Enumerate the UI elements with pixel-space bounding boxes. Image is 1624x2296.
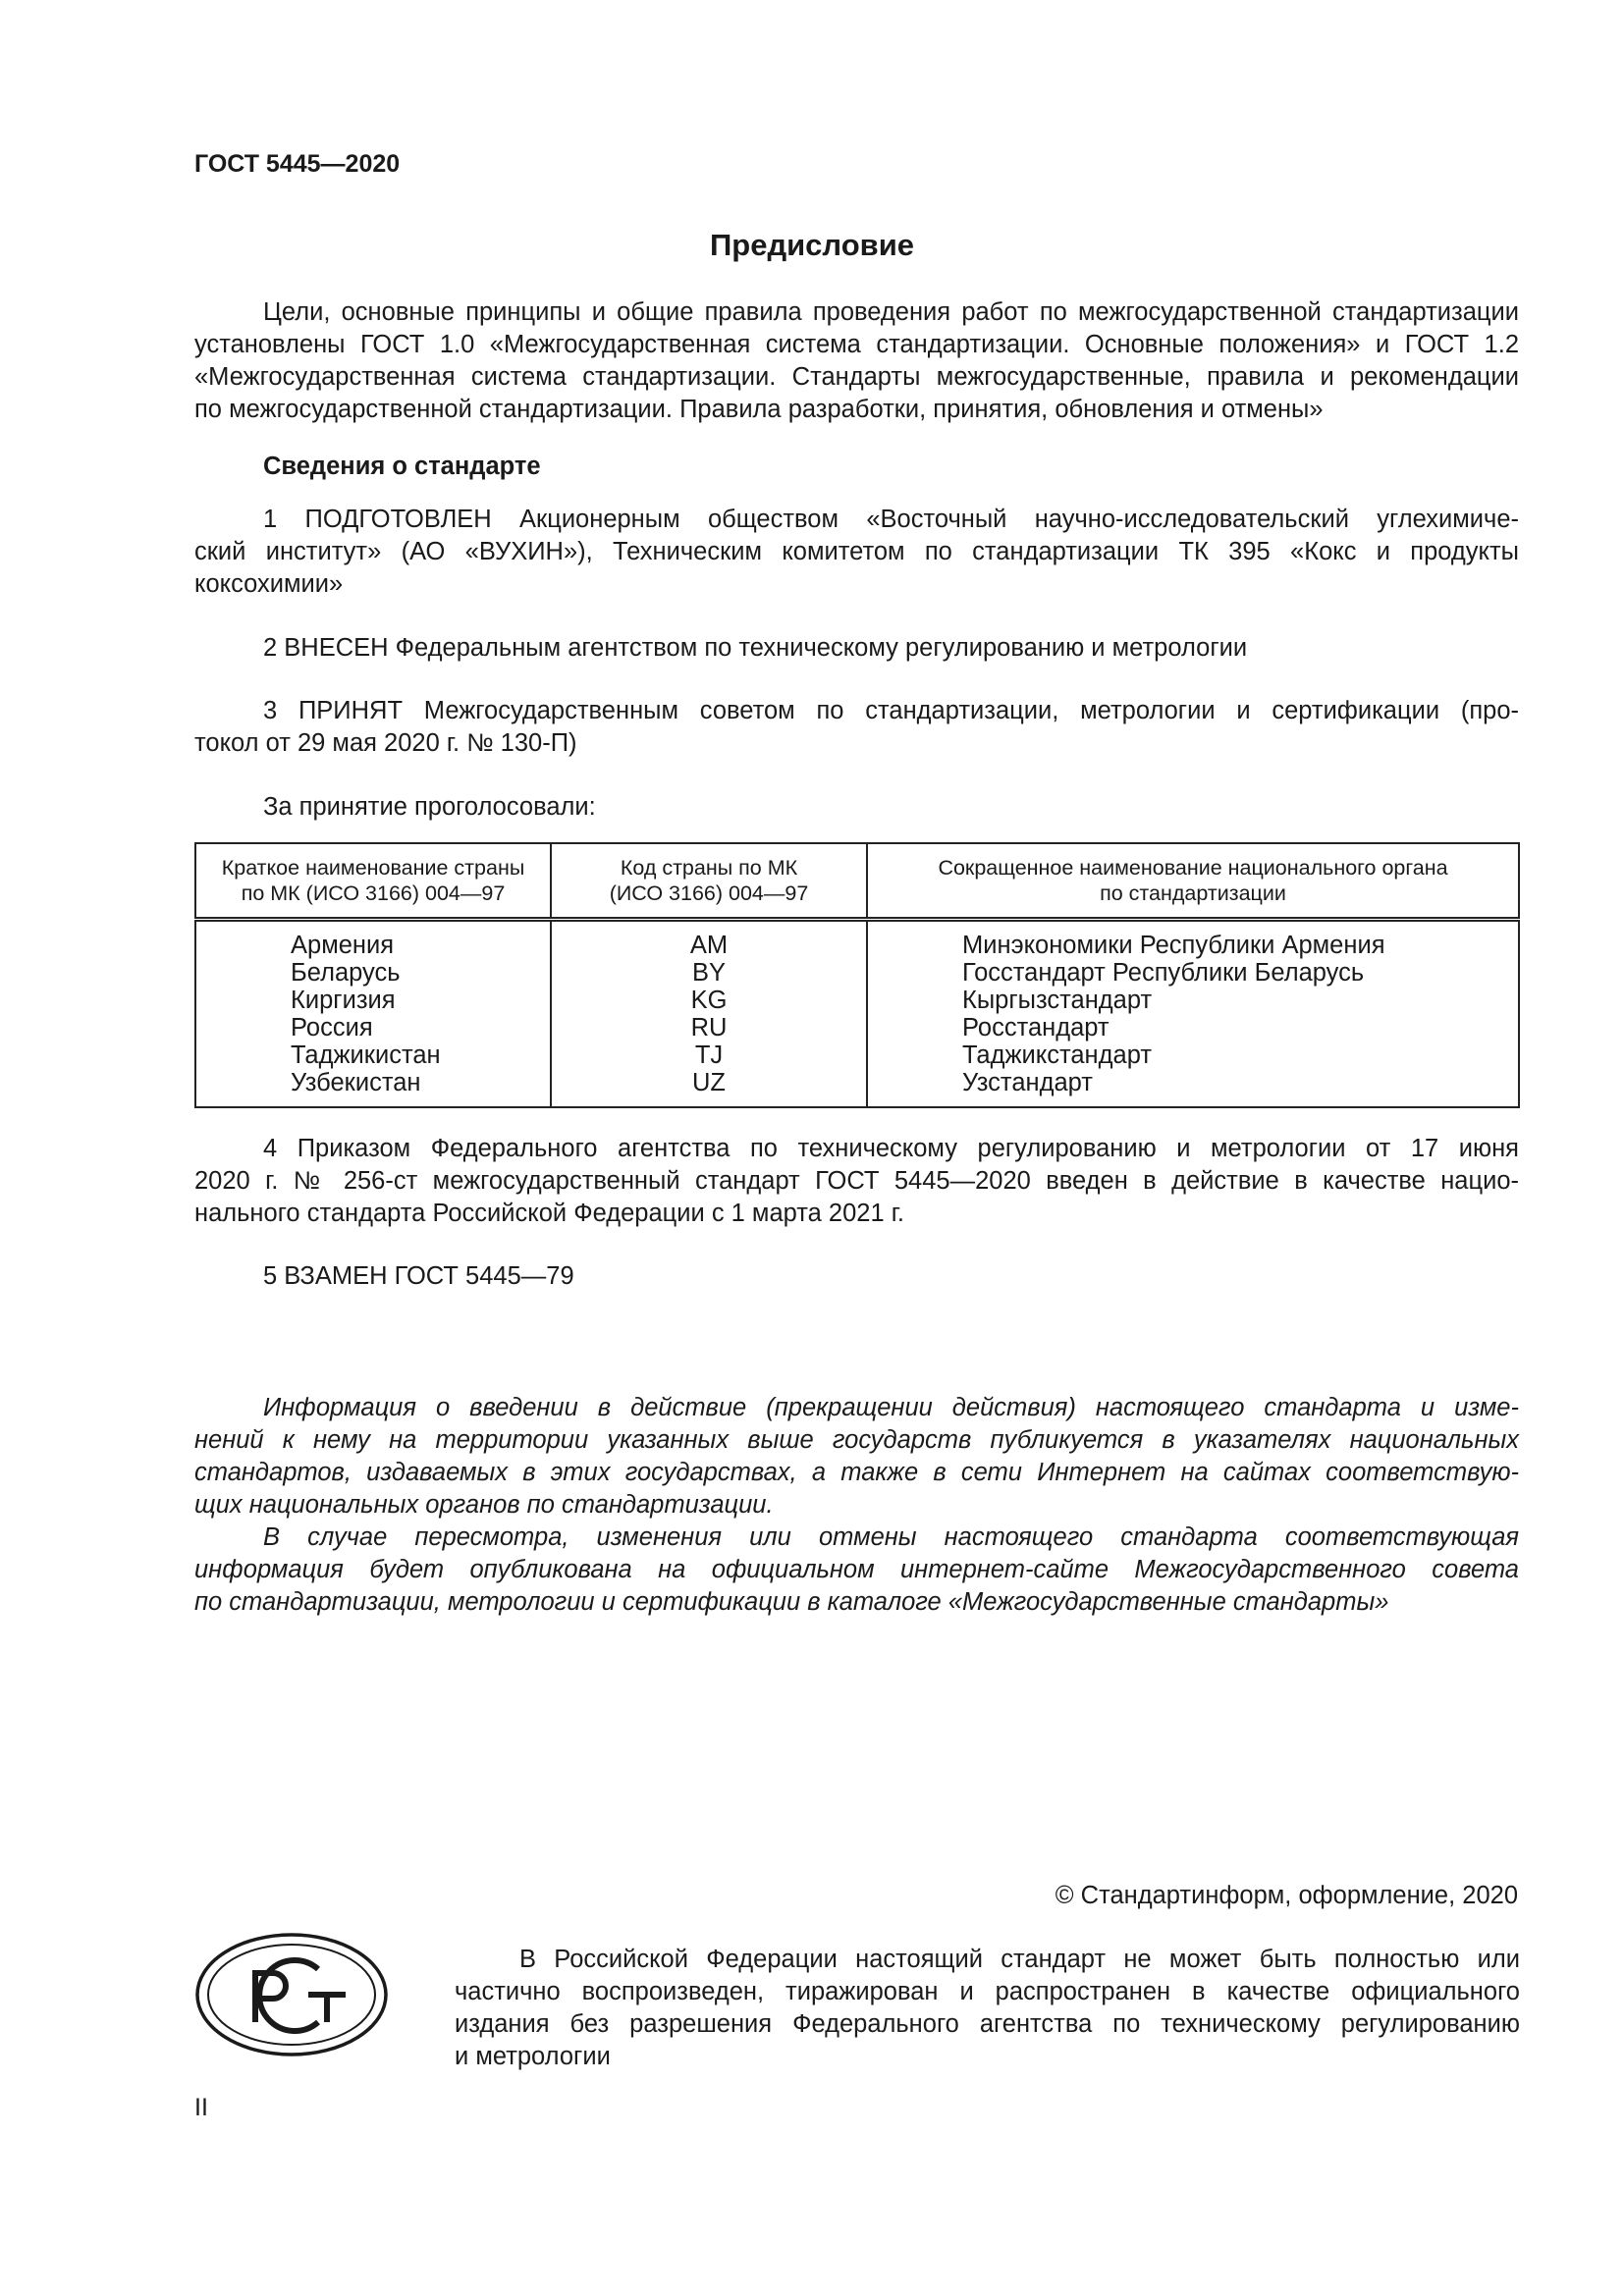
table-cell-country: Армения (291, 932, 395, 959)
item-3-line: токол от 29 мая 2020 г. № 130-П) (194, 729, 577, 757)
table-cell-country: Узбекистан (291, 1069, 421, 1096)
italic-info-block (194, 1392, 1519, 1619)
italic-line: нений к нему на территории указанных выше государств публикуется в указателях национальных (194, 1426, 1519, 1454)
item-4-line: 2020 г. № 256-ст межгосударственный стандарт ГОСТ 5445—2020 введен в действие в качестве нацио- (194, 1167, 1519, 1195)
rst-certification-mark-icon (194, 1932, 389, 2057)
info-heading: Сведения о стандарте (263, 453, 541, 480)
table-cell-code: KG (690, 987, 728, 1014)
italic-line: информация будет опубликована на официальном интернет-сайте Межгосударственного совета (194, 1556, 1519, 1583)
intro-line: «Межгосударственная система стандартизации. Стандарты межгосударственные, правила и рекомендации (194, 363, 1519, 391)
intro-line: установлены ГОСТ 1.0 «Межгосударственная система стандартизации. Основные положения» и ГОСТ 1.2 (194, 331, 1519, 358)
column-bodies (867, 920, 1519, 1108)
intro-line: по межгосударственной стандартизации. Правила разработки, принятия, обновления и отмены» (194, 396, 1324, 423)
item-4-line: нального стандарта Российской Федерации с 1 марта 2021 г. (194, 1200, 905, 1227)
table-cell-body: Кыргызстандарт (962, 987, 1153, 1014)
item-4-line: 4 Приказом Федерального агентства по техническому регулированию и метрологии от 17 июня (263, 1135, 1519, 1162)
notice-line: частично воспроизведен, тиражирован и распространен в качестве официального (455, 1978, 1520, 2005)
item-2-line: 2 ВНЕСЕН Федеральным агентством по техническому регулированию и метрологии (263, 634, 1248, 662)
notice-line: и метрологии (455, 2043, 611, 2070)
table-body (195, 920, 1519, 1108)
item-1-line: 1 ПОДГОТОВЛЕН Акционерным обществом «Восточный научно-исследовательский углехимиче- (263, 506, 1519, 533)
table-cell-country: Киргизия (291, 987, 396, 1014)
table-cell-country: Беларусь (291, 959, 401, 987)
vote-intro-text: За принятие проголосовали: (263, 793, 596, 821)
italic-line: Информация о введении в действие (прекращении действия) настоящего стандарта и изме- (263, 1394, 1519, 1421)
table-cell-country: Россия (291, 1014, 373, 1041)
vote-table (194, 842, 1520, 1108)
intro-line: Цели, основные принципы и общие правила проведения работ по межгосударственной стандартизации (263, 298, 1519, 326)
italic-line: стандартов, издаваемых в этих государствах, а также в сети Интернет на сайтах соответствую- (194, 1459, 1519, 1486)
italic-line: В случае пересмотра, изменения или отмены настоящего стандарта соответствующая (263, 1523, 1519, 1551)
column-codes (551, 920, 867, 1108)
notice-line: В Российской Федерации настоящий стандарт не может быть полностью или (519, 1946, 1520, 1973)
italic-line: по стандартизации, метрологии и сертификации в каталоге «Межгосударственные стандарты» (194, 1588, 1389, 1616)
header-national-body: Сокращенное наименование национального органа по стандартизации (867, 843, 1519, 920)
item-1-line: ский институт» (АО «ВУХИН»), Техническим комитетом по стандартизации ТК 395 «Кокс и продукты (194, 538, 1519, 565)
item-5-line: 5 ВЗАМЕН ГОСТ 5445—79 (263, 1262, 574, 1290)
header-country-code: Код страны по МК (ИСО 3166) 004—97 (551, 843, 867, 920)
header-country-name: Краткое наименование страны по МК (ИСО 3166) 004—97 (195, 843, 551, 920)
table-cell-code: UZ (692, 1069, 726, 1096)
table-cell-country: Таджикистан (291, 1041, 441, 1069)
table-cell-body: Росстандарт (962, 1014, 1110, 1041)
intro-paragraph (194, 296, 1519, 426)
page-number: II (194, 2094, 208, 2121)
page-title: Предисловие (709, 228, 914, 262)
table-cell-code: RU (690, 1014, 728, 1041)
table-cell-body: Госстандарт Республики Беларусь (962, 959, 1365, 987)
table-cell-body: Минэкономики Республики Армения (962, 932, 1385, 959)
table-cell-code: TJ (694, 1041, 724, 1069)
item-5-paragraph (194, 1260, 1519, 1293)
vote-intro (194, 791, 1519, 824)
document-header-id: ГОСТ 5445—2020 (194, 150, 401, 178)
table-header-row (195, 843, 1519, 920)
item-2-paragraph (194, 632, 1519, 665)
item-1-paragraph (194, 504, 1519, 601)
table-cell-code: BY (691, 959, 727, 987)
notice-line: издания без разрешения Федерального агентства по техническому регулированию (455, 2010, 1520, 2038)
table-cell-body: Узстандарт (962, 1069, 1093, 1096)
item-3-line: 3 ПРИНЯТ Межгосударственным советом по стандартизации, метрологии и сертификации (про- (263, 697, 1519, 724)
item-1-line: коксохимии» (194, 570, 344, 598)
item-3-paragraph (194, 695, 1519, 760)
column-countries (195, 920, 551, 1108)
italic-line: щих национальных органов по стандартизации. (194, 1491, 774, 1519)
table-cell-code: AM (689, 932, 729, 959)
table-cell-body: Таджикстандарт (962, 1041, 1153, 1069)
item-4-paragraph (194, 1133, 1519, 1230)
reproduction-notice (455, 1944, 1520, 2073)
copyright-line: © Стандартинформ, оформление, 2020 (1055, 1882, 1518, 1909)
